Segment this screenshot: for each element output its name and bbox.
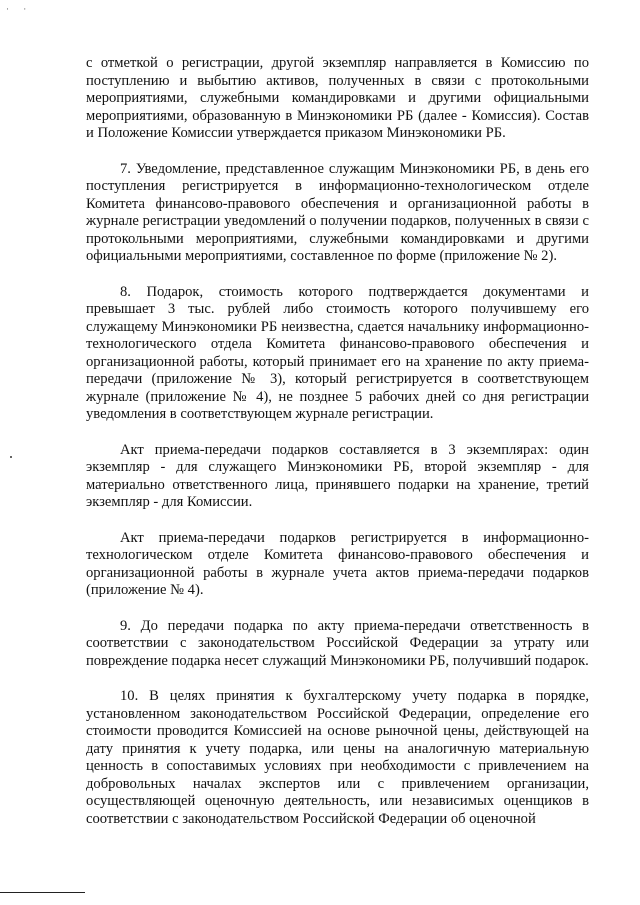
scan-artifact: · · bbox=[6, 4, 33, 14]
paragraph-continuation: с отметкой о регистрации, другой экземпляр направляется в Комиссию по поступлению и выбытию активов, полученных в связи с протокольными мероприятиями, служебными командировками и другими официальными мероприятиями, образованную в Минэкономики РБ (далее - Комиссия). Состав и Положение Комиссии утверждается приказом Минэкономики РБ. bbox=[86, 55, 589, 141]
paragraph-item-10: 10. В целях принятия к бухгалтерскому учету подарка в порядке, установленном законодательством Российской Федерации, определение его стоимости проводится Комиссией на основе рыночной цены, действующей на дату принятия к учету подарка, или цены на аналогичную материальную ценность в сопоставимых условиях при необходимости с привлечением на добровольных началах экспертов или с привлечением организации, осуществляющей оценочную деятельность, или независимых оценщиков в соответствии с законодательством Российской Федерации об оценочной bbox=[86, 688, 589, 827]
paragraph-item-8: 8. Подарок, стоимость которого подтверждается документами и превышает 3 тыс. рублей либо стоимость которого получившему его служащему Минэкономики РБ неизвестна, сдается начальнику информационно-технологического отдела Комитета финансово-правового обеспечения и организационной работы, который принимает его на хранение по акту приема-передачи (приложение № 3), который регистрируется в соответствующем журнале (приложение № 4), не позднее 5 рабочих дней со дня регистрации уведомления в соответствующем журнале регистрации. bbox=[86, 283, 589, 422]
paragraph-act-copies: Акт приема-передачи подарков составляется в 3 экземплярах: один экземпляр - для служащего Минэкономики РБ, второй экземпляр - для материально ответственного лица, принявшего подарки на хранение, третий экземпляр - для Комиссии. bbox=[86, 441, 589, 510]
scan-artifact-mark bbox=[10, 456, 12, 458]
paragraph-act-registration: Акт приема-передачи подарков регистрируется в информационно-технологическом отделе Комитета финансово-правового обеспечения и организационной работы в журнале учета актов приема-передачи подарков (приложение № 4). bbox=[86, 529, 589, 598]
paragraph-item-9: 9. До передачи подарка по акту приема-передачи ответственность в соответствии с законодательством Российской Федерации за утрату или повреждение подарка несет служащий Минэкономики РБ, получивший подарок. bbox=[86, 617, 589, 669]
paragraph-item-7: 7. Уведомление, представленное служащим Минэкономики РБ, в день его поступления регистрируется в информационно-технологическом отделе Комитета финансово-правового обеспечения и организационной работы в журнале регистрации уведомлений о получении подарков, полученных в связи с протокольными мероприятиями, служебными командировками и другими официальными мероприятиями, составленное по форме (приложение № 2). bbox=[86, 160, 589, 264]
document-body bbox=[86, 55, 589, 828]
footer-rule bbox=[0, 892, 85, 893]
